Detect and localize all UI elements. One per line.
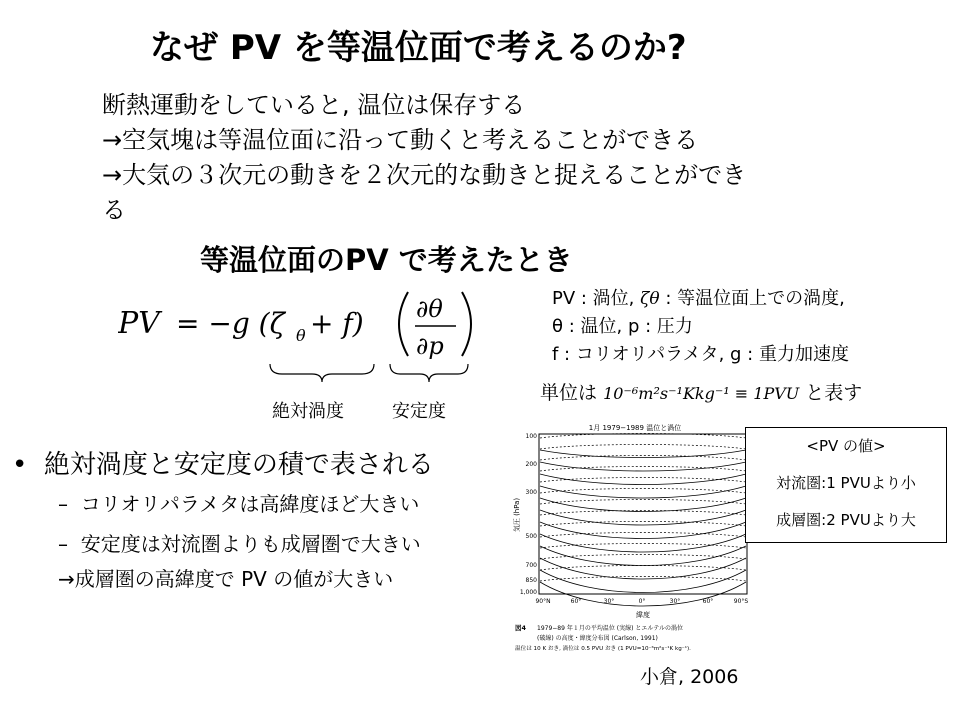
pv-theta-figure: [513, 420, 753, 655]
theta-contour: [540, 570, 746, 593]
intro-line: →空気塊は等温位面に沿って動くと考えることができる: [102, 126, 699, 154]
slide-title: なぜ PV を等温位面で考えるのか?: [150, 28, 687, 68]
caption-line: (破線) の高度・緯度分布図 (Carlson, 1991): [537, 635, 658, 642]
box-heading: <PV の値>: [806, 437, 886, 455]
zeta-theta-symbol: ζθ: [640, 289, 660, 309]
y-tick-label: 700: [525, 562, 537, 569]
formula-numerator: ∂θ: [416, 295, 443, 323]
paren-right: [462, 292, 471, 356]
pv-contour: [540, 489, 746, 494]
theta-contour: [540, 534, 746, 552]
box-troposphere: 対流圏:1 PVUより小: [776, 474, 916, 492]
label-absolute-vorticity: 絶対渦度: [272, 401, 344, 422]
paren-left: [399, 292, 408, 356]
x-tick-label: 90°N: [535, 598, 551, 605]
pv-formula: [118, 284, 478, 364]
x-tick-label: 0°: [638, 598, 646, 605]
x-ticks: [535, 598, 748, 605]
theta-contour: [540, 546, 746, 566]
brace-absolute-vorticity: [268, 362, 376, 384]
formula-theta-sub: θ: [296, 326, 306, 345]
intro-line: る: [102, 196, 126, 224]
brace-stability: [388, 362, 470, 384]
definition-line-2: θ : 温位, p : 圧力: [552, 316, 693, 337]
x-tick-label: 60°: [570, 598, 582, 605]
caption-number: 図4: [515, 624, 527, 632]
theta-contour: [540, 474, 746, 485]
unit-statement: 単位は 10⁻⁶m²s⁻¹Kkg⁻¹ ≡ 1PVU と表す: [540, 382, 863, 404]
unit-expression: 10⁻⁶m²s⁻¹Kkg⁻¹ ≡ 1PVU: [603, 384, 800, 403]
x-tick-label: 60°: [702, 598, 714, 605]
y-tick-label: 1,000: [519, 589, 537, 596]
caption-line: 1979−89 年１月の平均温位 (実線) とエルテルの渦位: [537, 625, 684, 632]
formula-middle: = −g (ζ: [176, 307, 285, 340]
label-stability: 安定度: [392, 401, 446, 422]
figure-xlabel: 緯度: [636, 611, 650, 619]
box-stratosphere: 成層圏:2 PVUより大: [776, 511, 916, 529]
theta-contour: [540, 450, 746, 458]
section-subtitle: 等温位面のPV で考えたとき: [200, 243, 573, 277]
figure-ylabel: 気圧 (hPa): [513, 497, 521, 533]
main-bullet: • 絶対渦度と安定度の積で表される: [12, 450, 434, 480]
y-tick-label: 500: [525, 533, 537, 540]
formula-plus-f: + f): [310, 307, 364, 340]
theta-contour: [540, 558, 746, 579]
theta-contour: [540, 510, 746, 525]
formula-denominator: ∂p: [416, 332, 444, 360]
intro-text: [102, 88, 922, 228]
conclusion: →成層圏の高緯度で PV の値が大きい: [58, 567, 394, 591]
pv-contour: [540, 445, 746, 450]
theta-contour: [540, 462, 746, 471]
contour-lines: [540, 434, 746, 607]
y-ticks: [520, 433, 537, 596]
figure-title: 1月 1979−1989 温位と渦位: [588, 424, 682, 432]
intro-line: →大気の３次元の動きを２次元的な動きと捉えることができ: [102, 161, 747, 189]
y-tick-label: 200: [525, 461, 537, 468]
pv-value-box: [745, 427, 947, 543]
x-tick-label: 30°: [603, 598, 615, 605]
y-tick-label: 850: [525, 577, 537, 584]
citation: 小倉, 2006: [640, 666, 739, 688]
intro-line: 断熱運動をしていると, 温位は保存する: [102, 91, 526, 119]
y-tick-label: 100: [525, 433, 537, 440]
x-tick-label: 30°: [669, 598, 681, 605]
definition-line-3: f : コリオリパラメタ, g : 重力加速度: [552, 344, 849, 365]
pv-contour: [540, 533, 746, 538]
pv-contour: [540, 500, 746, 505]
caption-line: 温位は 10 K おき, 渦位は 0.5 PVU おき (1 PVU=10⁻⁶m²s⁻¹K kg⁻¹).: [515, 646, 691, 652]
theta-contour: [540, 522, 746, 539]
formula-lhs: PV: [118, 306, 160, 341]
sub-bullet: – コリオリパラメタは高緯度ほど大きい: [58, 492, 420, 516]
theta-contour: [540, 498, 746, 512]
theta-contour: [540, 486, 746, 498]
x-tick-label: 90°S: [733, 598, 749, 605]
definitions: [552, 285, 849, 369]
pv-contour: [540, 566, 746, 571]
definition-line-1: PV : 渦位, ζθ : 等温位面上での渦度,: [552, 288, 845, 309]
y-tick-label: 300: [525, 489, 537, 496]
sub-bullet: – 安定度は対流圏よりも成層圏で大きい: [58, 532, 421, 556]
